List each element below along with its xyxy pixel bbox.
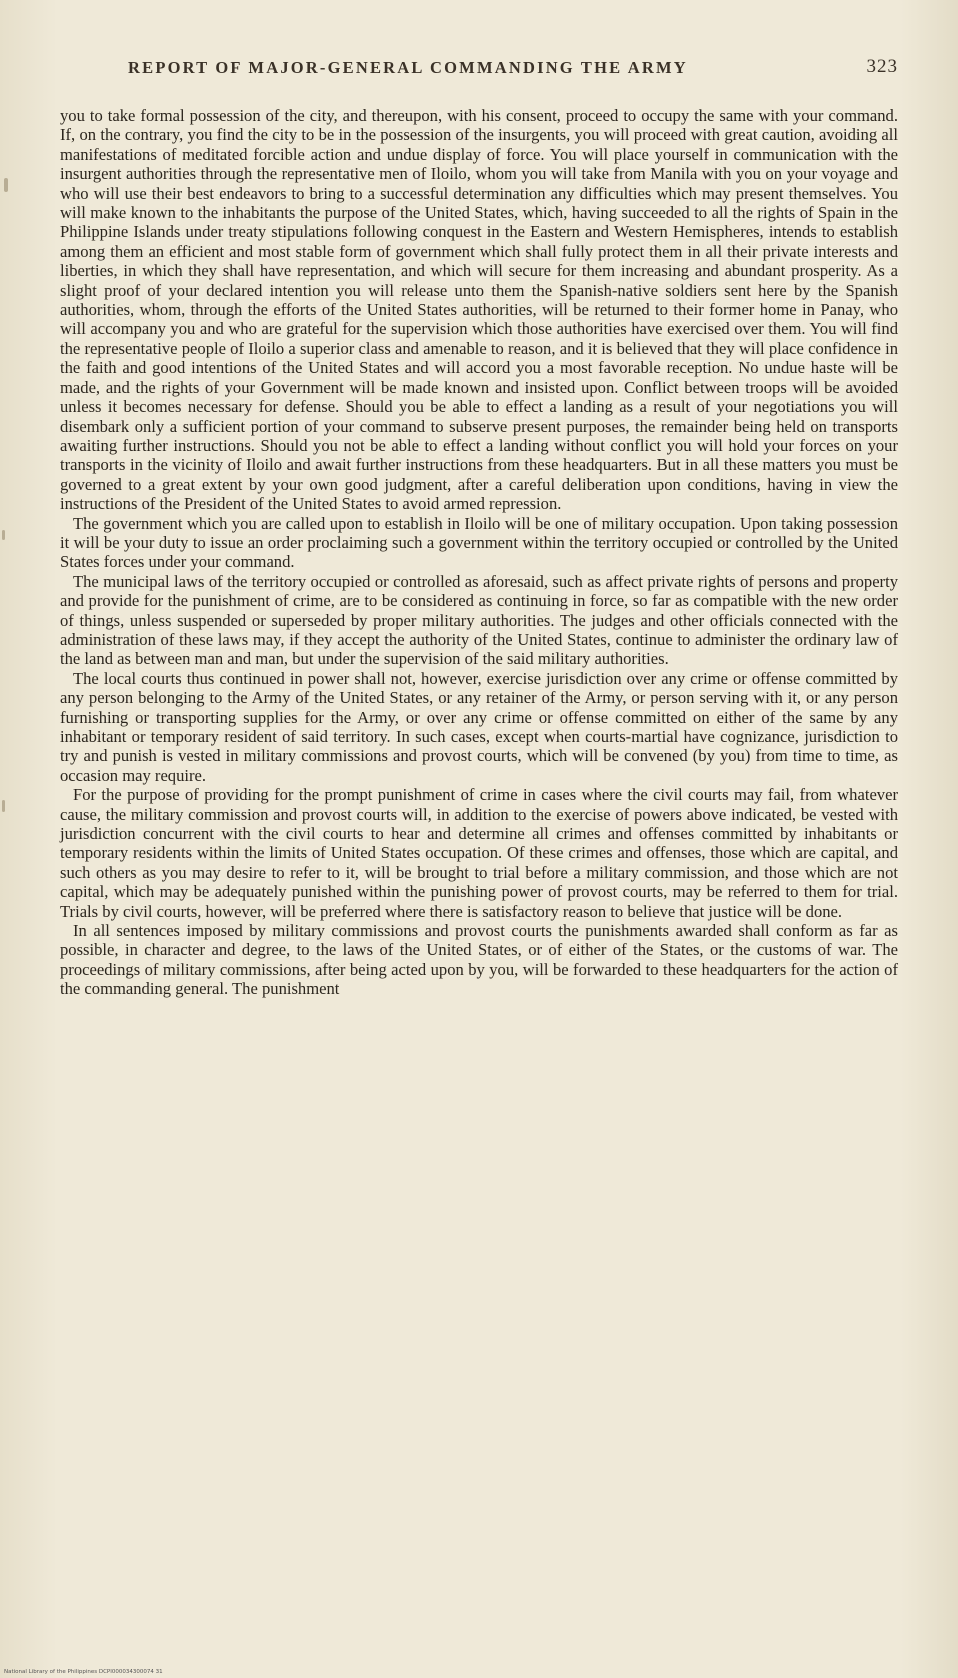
paragraph-local-courts: The local courts thus continued in power shall not, however, exercise jurisdiction over any crime or offense committed by any person belonging to the Army of the United States, or any retainer of the Army, or person serving with it, or any person furnishing or transporting supplies for the Army, or over any crime or offense committed on either of the same by any inhabitant or temporary resident of said territory. In such cases, except when courts-martial have cognizance, jurisdiction to try and punish is vested in military commissions and provost courts, which will be convened (by you) from time to time, as occasion may require. [60,668,898,785]
paragraph-municipal-laws: The municipal laws of the territory occupied or controlled as aforesaid, such as affect private rights of persons and property and provide for the punishment of crime, are to be considered as continuing in force, so far as compatible with the new order of things, unless suspended or superseded by proper military authorities. The judges and other officials connected with the administration of these laws may, if they accept the authority of the United States, continue to administer the ordinary law of the land as between man and man, but under the supervision of the said military authorities. [60,571,898,669]
paragraph-sentences: In all sentences imposed by military commissions and provost courts the punishments awarded shall conform as far as possible, in character and degree, to the laws of the United States, or of either of the States, or the customs of war. The proceedings of military commissions, after being acted upon by you, will be forwarded to these headquarters for the action of the commanding general. The punishment [60,921,898,999]
paragraph-prompt-punishment: For the purpose of providing for the prompt punishment of crime in cases where the civil courts may fail, from whatever cause, the military commission and provost courts will, in addition to the exercise of powers above indicated, be vested with jurisdiction concurrent with the civil courts to hear and determine all crimes and offenses committed by inhabitants or temporary residents within the limits of United States occupation. Of these crimes and offenses, those which are capital, and such others as you may desire to refer to it, will be brought to trial before a military commission, and those which are not capital, which may be adequately punished within the punishing power of provost courts, may be referred to them for trial. Trials by civil courts, however, will be preferred where there is satisfactory reason to believe that justice will be done. [60,785,898,921]
library-stamp: National Library of the Philippines DCPI000034300074 31 [4,1669,163,1675]
body-text [60,106,898,999]
page-header [88,56,898,86]
scan-margin-mark [2,800,5,812]
paragraph-military-occupation: The government which you are called upon to establish in Iloilo will be one of military occupation. Upon taking possession it will be your duty to issue an order proclaiming such a government within the territory occupied or controlled by the United States forces under your command. [60,513,898,572]
paragraph-continued: you to take formal possession of the city, and thereupon, with his consent, proceed to occupy the same with your command. If, on the contrary, you find the city to be in the possession of the insurgents, you will proceed with great caution, avoiding all manifestations of meditated forcible action and undue display of force. You will place yourself in communication with the insurgent authorities through the representative men of Iloilo, whom you will take from Manila with you on your voyage and who will use their best endeavors to bring to a successful determination any difficulties which may present themselves. You will make known to the inhabitants the purpose of the United States, which, having succeeded to all the rights of Spain in the Philippine Islands under treaty stipulations following conquest in the Eastern and Western Hemispheres, intends to establish among them an efficient and most stable form of government which shall fully protect them in all their private interests and liberties, in which they shall have representation, and which will secure for them increasing and abundant prosperity. As a slight proof of your declared intention you will release unto them the Spanish-native soldiers sent here by the Spanish authorities, whom, through the efforts of the United States authorities, will be returned to their former home in Panay, who will accompany you and who are grateful for the supervision which those authorities have exercised over them. You will find the representative people of Iloilo a superior class and amenable to reason, and it is believed that they will place confidence in the faith and good intentions of the United States and will accord you a most favorable reception. No undue haste will be made, and the rights of your Government will be made known and insisted upon. Conflict between troops will be avoided unless it becomes necessary for defense. Should you be able to effect a landing as a result of your negotiations you will disembark only a sufficient portion of your command to subserve present purposes, the remainder being held on transports awaiting further instructions. Should you not be able to effect a landing without conflict you will hold your forces on your transports in the vicinity of Iloilo and await further instructions from these headquarters. But in all these matters you must be governed to a great extent by your own good judgment, after a careful deliberation upon conditions, having in view the instructions of the President of the United States to avoid armed repression. [60,106,898,514]
scan-margin-mark [4,178,8,192]
page-number: 323 [866,56,898,77]
running-head: REPORT OF MAJOR-GENERAL COMMANDING THE ARMY [128,58,688,77]
scan-margin-mark [2,530,5,540]
